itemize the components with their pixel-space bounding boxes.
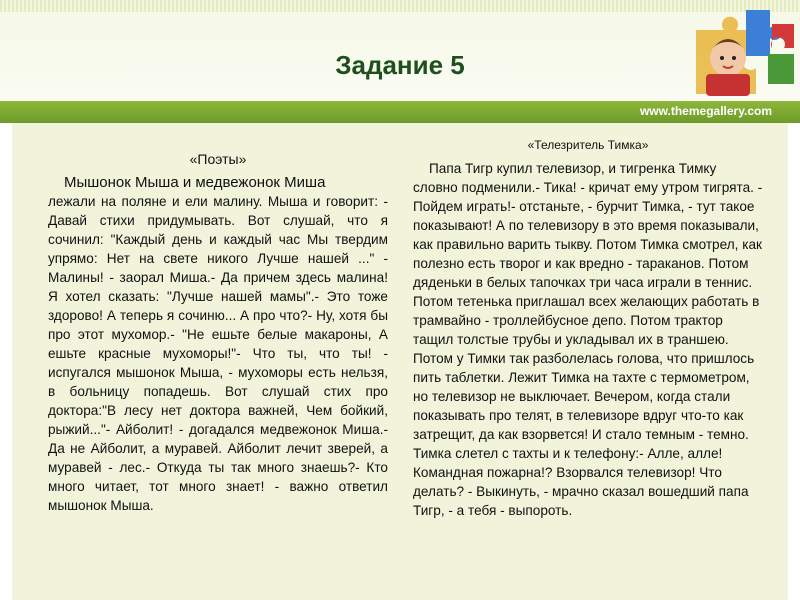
- poets-story: [48, 150, 388, 515]
- tv-viewer-story: [413, 136, 763, 520]
- poets-text: лежали на поляне и ели малину. Мыша и говорит: - Давай стихи придумывать. Вот слушай, что я сочинил: "Каждый день и каждый час Мы твердим упрямо: Нет на свете никого Лучше нашей ..." - Малины! - заорал Миша.- Да причем здесь малина! Я хотел сказать: "Лучше нашей мамы".- Это тоже здорово! А теперь я сочиню... А про что?- Ну, хотя бы про этот мухомор.- "Не ешьте белые макароны, А ешьте красные мухоморы!"- Что ты, что ты! - испугался мышонок Мыша, - мухоморы есть нельзя, в больницу попадешь. Вот слушай стих про доктора:"В лесу нет доктора важней, Чем бойкий, рыжий..."- Айболит! - догадался медвежонок Миша.- Да не Айболит, а муравей. Айболит лечит зверей, а муравей - лес.- Откуда ты так много знаешь?- Кто много читает, тот много знает! - важно ответил мышонок Мыша.: [48, 194, 388, 513]
- poets-lead: Мышонок Мыша и медвежонок Миша: [64, 174, 326, 191]
- site-url: www.themegallery.com: [639, 104, 772, 118]
- slide-title: Задание 5: [335, 50, 465, 80]
- tv-viewer-title: «Телезритель Тимка»: [527, 138, 649, 152]
- poets-title: «Поэты»: [189, 151, 247, 167]
- tv-viewer-text: Папа Тигр купил телевизор, и тигренка Тимку словно подменили.- Тика! - кричат ему утром тигрята. - Пойдем играть!- отстаньте, - бурчит Тимка, - тут такое показывают! А по телевизору в это время показывали, как правильно варить тыкву. Потом Тимка смотрел, как полезно есть творог и как вредно - тараканов. Потом дяденьки в белых тапочках три часа играли в теннис. Потом тетенька приглашал всех желающих работать в трамвайно - троллейбусное депо. Потом трактор тащил толстые трубы и укладывал их в траншею. Потом у Тимки так разболелась голова, что пришлось пить таблетки. Лежит Тимка на тахте с термометром, но телевизор не выключает. Вечером, когда стали показывать про телят, в телевизоре вдруг что-то как затрещит, да как взорвется! И стало темным - темно. Тимка слетел с тахты и к телефону:- Алле, алле! Командная пожарна!? Взорвался телевизор! Что делать? - Выкинуть, - мрачно сказал вошедший папа Тигр, - а тебя - выпороть.: [413, 161, 763, 518]
